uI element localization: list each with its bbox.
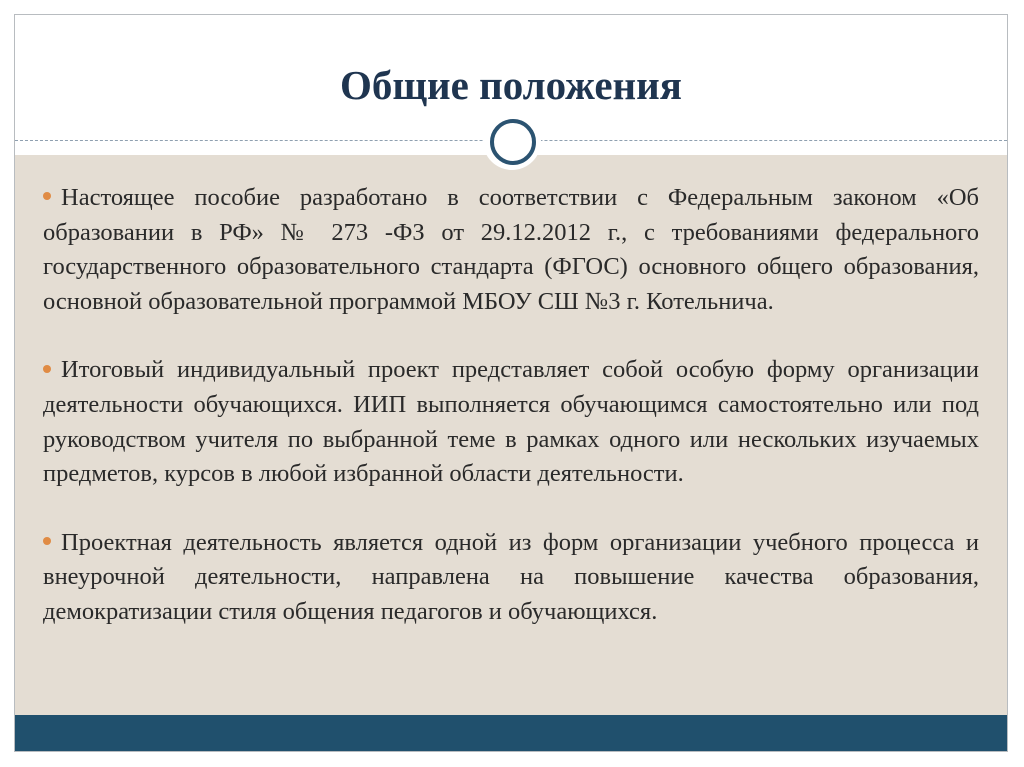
content-area	[43, 181, 979, 664]
slide	[14, 14, 1008, 752]
circle-ring-inner	[490, 119, 536, 165]
paragraph-3	[43, 526, 979, 630]
paragraph-3-text: Проектная деятельность является одной из форм организации учебного процесса и внеурочной деятельности, направлена на повышение качества образования, демократизации стиля общения педагогов и обучающихся.	[43, 528, 979, 625]
circle-ring-icon	[483, 112, 541, 170]
bullet-dot-icon	[43, 192, 51, 200]
bullet-dot-icon	[43, 537, 51, 545]
footer-band	[15, 715, 1007, 752]
slide-title: Общие положения	[340, 62, 682, 108]
paragraph-2	[43, 353, 979, 491]
paragraph-1-text: Настоящее пособие разработано в соответствии с Федеральным законом «Об образовании в РФ» № 273 -ФЗ от 29.12.2012 г., с требованиями федерального государственного образовательного стандарта (ФГОС) основного общего образования, основной образовательной программой МБОУ СШ №3 г. Котельнича.	[43, 184, 979, 315]
paragraph-1	[43, 181, 979, 319]
bullet-dot-icon	[43, 365, 51, 373]
paragraph-2-text: Итоговый индивидуальный проект представляет собой особую форму организации деятельности обучающихся. ИИП выполняется обучающимся самостоятельно или под руководством учителя по выбранной теме в рамках одного или нескольких изучаемых предметов, курсов в любой избранной области деятельности.	[43, 356, 979, 488]
